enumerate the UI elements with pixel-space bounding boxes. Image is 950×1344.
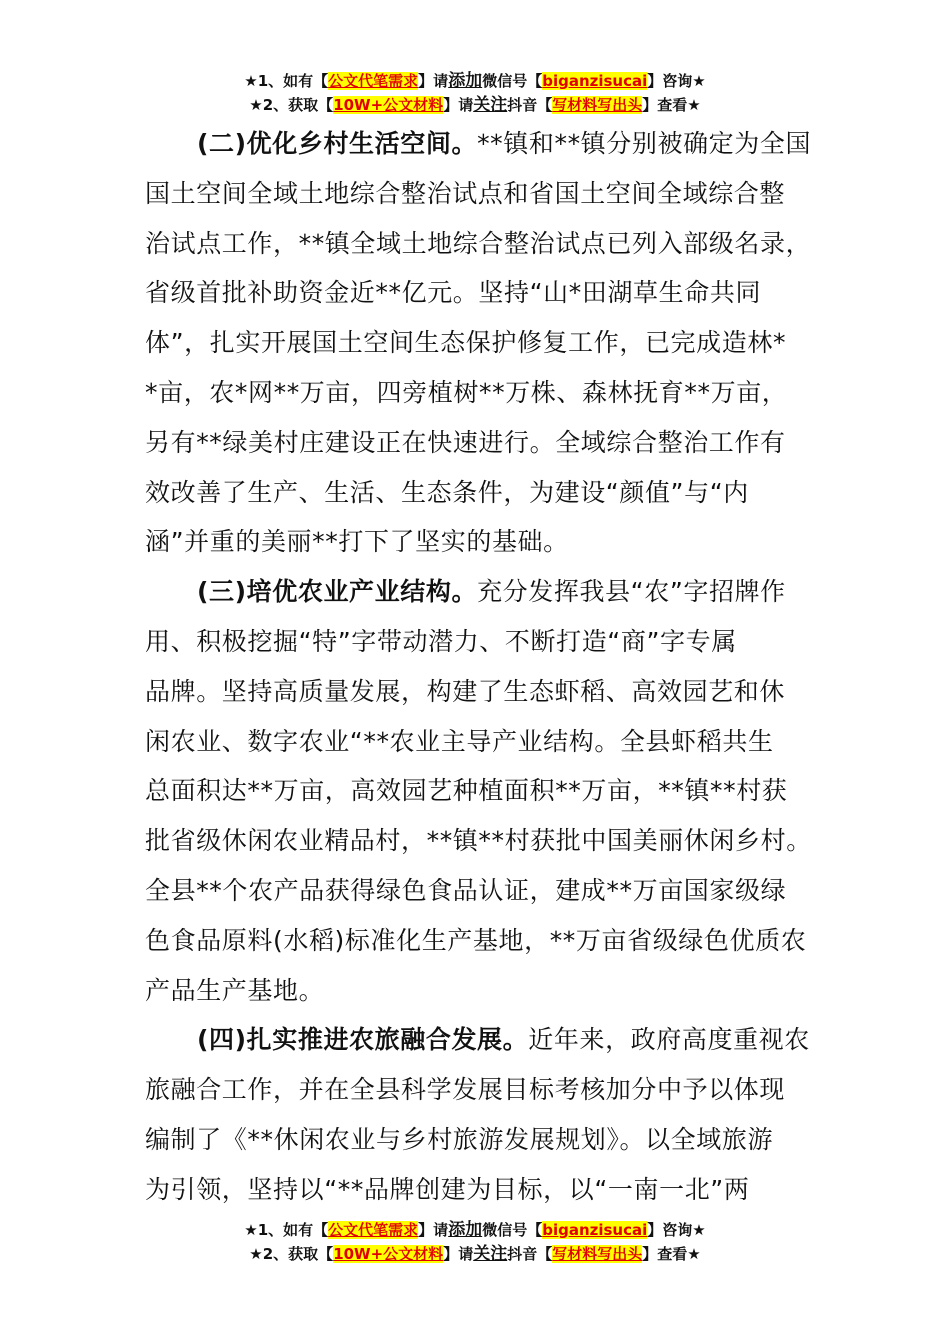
line-text: 编制了《**休闲农业与乡村旅游发展规划》。以全域旅游 bbox=[145, 1124, 774, 1154]
text-line bbox=[145, 119, 835, 169]
text-line bbox=[145, 766, 835, 816]
line-text: 闲农业、数字农业“**农业主导产业结构。全县虾稻共生 bbox=[145, 726, 774, 756]
line-text: 产品生产基地。 bbox=[145, 975, 325, 1005]
text-line bbox=[145, 1065, 835, 1115]
text-line bbox=[145, 1115, 835, 1165]
line-text: 批省级休闲农业精品村，**镇**村获批中国美丽休闲乡村。 bbox=[145, 826, 812, 856]
line-text: 国土空间全域土地综合整治试点和省国土空间全域综合整 bbox=[145, 178, 786, 208]
promo-line-2: ★2、获取【10W+公文材料】请关注抖音【写材料写出头】查看★ bbox=[249, 95, 701, 115]
line-text: 省级首批补助资金近**亿元。坚持“山*田湖草生命共同 bbox=[145, 278, 762, 308]
text-line bbox=[145, 219, 835, 269]
text-line bbox=[145, 916, 835, 966]
line-text: *亩，农*网**万亩，四旁植树**万株、森林抚育**万亩， bbox=[145, 377, 788, 407]
text-line bbox=[145, 717, 835, 767]
promo-banner-top bbox=[0, 69, 950, 117]
paragraph bbox=[145, 1015, 835, 1214]
promo-line-1: ★1、如有【公文代笔需求】请添加微信号【biganzisucai】咨询★ bbox=[244, 1220, 706, 1240]
line-text: 用、积极挖掘“特”字带动潜力、不断打造“商”字专属 bbox=[145, 626, 737, 656]
line-text: 品牌。坚持高质量发展，构建了生态虾稻、高效园艺和休 bbox=[145, 676, 786, 706]
text-line bbox=[145, 816, 835, 866]
promo-line-2: ★2、获取【10W+公文材料】请关注抖音【写材料写出头】查看★ bbox=[249, 1244, 701, 1264]
text-line bbox=[145, 268, 835, 318]
text-line bbox=[145, 1165, 835, 1215]
line-text: 体”，扎实开展国土空间生态保护修复工作，已完成造林* bbox=[145, 328, 787, 358]
section-heading: (四)扎实推进农旅融合发展。 bbox=[197, 1025, 529, 1055]
section-heading: (三)培优农业产业结构。 bbox=[197, 577, 478, 607]
line-text: 充分发挥我县“农”字招牌作 bbox=[477, 577, 786, 607]
text-line bbox=[145, 667, 835, 717]
text-line bbox=[145, 169, 835, 219]
promo-banner-bottom bbox=[0, 1218, 950, 1266]
line-text: 为引领，坚持以“**品牌创建为目标，以“一南一北”两 bbox=[145, 1174, 750, 1204]
line-text: 旅融合工作，并在全县科学发展目标考核加分中予以体现 bbox=[145, 1075, 786, 1105]
text-line bbox=[145, 468, 835, 518]
text-line bbox=[145, 1015, 835, 1065]
text-line bbox=[145, 567, 835, 617]
line-text: 涵”并重的美丽**打下了坚实的基础。 bbox=[145, 527, 569, 557]
paragraph bbox=[145, 119, 835, 567]
paragraph bbox=[145, 567, 835, 1015]
line-text: 全县**个农产品获得绿色食品认证，建成**万亩国家级绿 bbox=[145, 875, 787, 905]
line-text: **镇和**镇分别被确定为全国 bbox=[477, 129, 812, 158]
line-text: 总面积达**万亩，高效园艺种植面积**万亩，**镇**村获 bbox=[145, 776, 788, 806]
line-text: 效改善了生产、生活、生态条件，为建设“颜值”与“内 bbox=[145, 477, 749, 507]
document-body bbox=[145, 119, 835, 1215]
section-heading: (二)优化乡村生活空间。 bbox=[197, 129, 478, 158]
line-text: 另有**绿美村庄建设正在快速进行。全域综合整治工作有 bbox=[145, 427, 786, 457]
text-line bbox=[145, 617, 835, 667]
line-text: 近年来，政府高度重视农 bbox=[528, 1025, 810, 1055]
line-text: 治试点工作，**镇全域土地综合整治试点已列入部级名录， bbox=[145, 228, 812, 258]
text-line bbox=[145, 418, 835, 468]
text-line bbox=[145, 517, 835, 567]
line-text: 色食品原料(水稻)标准化生产基地，**万亩省级绿色优质农 bbox=[145, 925, 807, 955]
text-line bbox=[145, 866, 835, 916]
text-line bbox=[145, 966, 835, 1016]
text-line bbox=[145, 368, 835, 418]
promo-line-1: ★1、如有【公文代笔需求】请添加微信号【biganzisucai】咨询★ bbox=[244, 71, 706, 91]
text-line bbox=[145, 318, 835, 368]
